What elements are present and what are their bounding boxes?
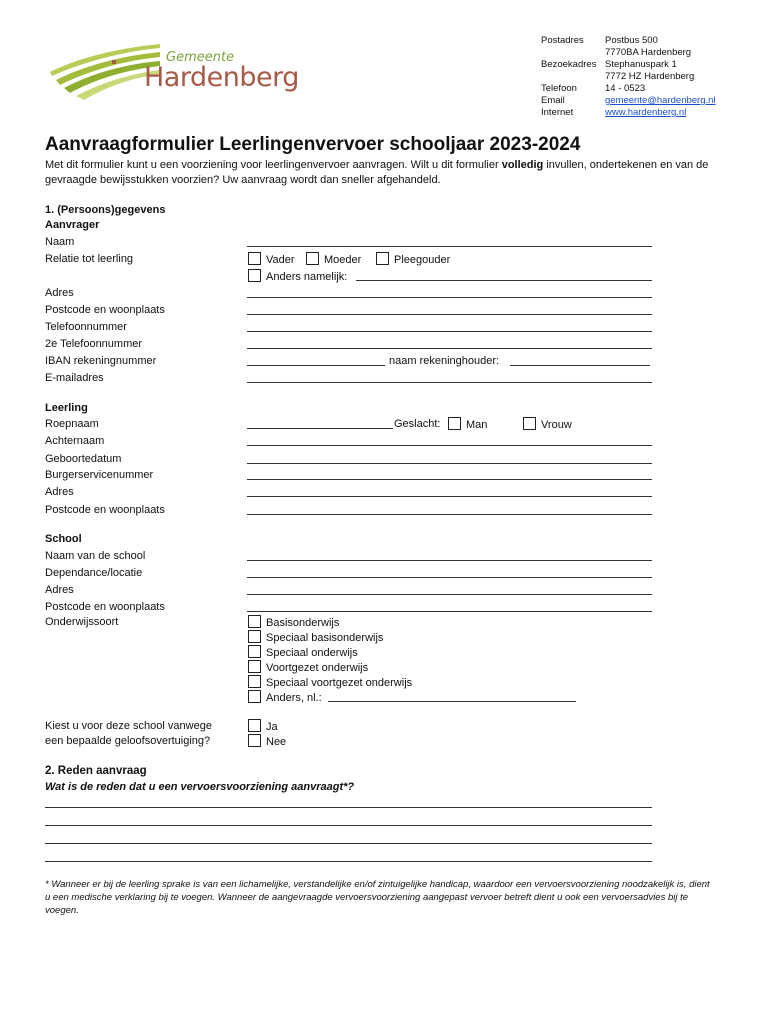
logo-main-text: Hardenberg: [144, 62, 299, 93]
contact-label-internet: Internet: [541, 107, 574, 118]
speciaal-voortgezet-onderwijs-option[interactable]: [248, 675, 412, 689]
school-adres-field[interactable]: [247, 594, 652, 595]
contact-value-telefoon: 14 - 0523: [605, 83, 646, 94]
reden-line-4[interactable]: [45, 861, 652, 862]
label-leerling-postcode: Postcode en woonplaats: [45, 504, 165, 516]
label-school-postcode: Postcode en woonplaats: [45, 601, 165, 613]
ja-checkbox[interactable]: [248, 719, 261, 732]
aanvrager-telefoon2-field[interactable]: [247, 348, 652, 349]
speciaal-onderwijs-label: Speciaal onderwijs: [266, 647, 358, 659]
speciaal-onderwijs-checkbox[interactable]: [248, 645, 261, 658]
vader-label: Vader: [266, 254, 295, 266]
reden-line-3[interactable]: [45, 843, 652, 844]
aanvrager-postcode-field[interactable]: [247, 314, 652, 315]
contact-value-street: Stephanuspark 1: [605, 59, 677, 70]
reden-line-2[interactable]: [45, 825, 652, 826]
leerling-adres-field[interactable]: [247, 496, 652, 497]
section-2-heading: 2. Reden aanvraag: [45, 765, 147, 777]
relatie-moeder-option[interactable]: [306, 252, 361, 266]
label-telefoon: Telefoonnummer: [45, 321, 127, 333]
onderwijs-anders-option[interactable]: [248, 690, 322, 704]
label-roepnaam: Roepnaam: [45, 418, 99, 430]
basisonderwijs-option[interactable]: [248, 615, 339, 629]
school-heading: School: [45, 533, 82, 545]
roepnaam-field[interactable]: [247, 428, 393, 429]
page-title: Aanvraagformulier Leerlingenvervoer schooljaar 2023-2024: [45, 134, 581, 155]
intro-part-2: invullen, ondertekenen en van de gevraagde bewijsstukken voorzien? Uw aanvraag wordt dan sneller afgehandeld.: [45, 159, 709, 186]
anders-checkbox[interactable]: [248, 269, 261, 282]
leerling-heading: Leerling: [45, 402, 88, 414]
aanvrager-telefoon-field[interactable]: [247, 331, 652, 332]
label-relatie: Relatie tot leerling: [45, 253, 134, 265]
logo-small-text: Gemeente: [166, 50, 235, 65]
intro-part-1: Met dit formulier kunt u een voorziening voor leerlingenvervoer aanvragen. Wilt u dit formulier: [45, 159, 502, 171]
speciaal-voortgezet-onderwijs-checkbox[interactable]: [248, 675, 261, 688]
contact-label-bezoekadres: Bezoekadres: [541, 59, 597, 70]
label-adres: Adres: [45, 287, 74, 299]
pleegouder-label: Pleegouder: [394, 254, 451, 266]
onderwijs-anders-checkbox[interactable]: [248, 690, 261, 703]
geboortedatum-field[interactable]: [247, 463, 652, 464]
voortgezet-onderwijs-label: Voortgezet onderwijs: [266, 662, 369, 674]
speciaal-onderwijs-option[interactable]: [248, 645, 358, 659]
vrouw-checkbox[interactable]: [523, 417, 536, 430]
label-achternaam: Achternaam: [45, 435, 105, 447]
achternaam-field[interactable]: [247, 445, 652, 446]
contact-label-telefoon: Telefoon: [541, 83, 577, 94]
onderwijs-anders-label: Anders, nl.:: [266, 692, 322, 704]
label-onderwijssoort: Onderwijssoort: [45, 616, 119, 628]
label-school-naam: Naam van de school: [45, 550, 146, 562]
label-geslacht: Geslacht:: [394, 418, 441, 430]
relatie-anders-field[interactable]: [356, 280, 652, 281]
label-postcode: Postcode en woonplaats: [45, 304, 165, 316]
aanvrager-naam-field[interactable]: [247, 246, 652, 247]
voortgezet-onderwijs-option[interactable]: [248, 660, 368, 674]
intro-bold: volledig: [501, 159, 544, 171]
geslacht-vrouw-option[interactable]: [523, 417, 572, 431]
nee-checkbox[interactable]: [248, 734, 261, 747]
onderwijs-anders-field[interactable]: [328, 701, 576, 702]
label-bsn: Burgerservicenummer: [45, 469, 154, 481]
dependance-field[interactable]: [247, 577, 652, 578]
label-leerling-adres: Adres: [45, 486, 74, 498]
label-dependance: Dependance/locatie: [45, 567, 143, 579]
contact-value-postcode: 7770BA Hardenberg: [605, 47, 692, 58]
aanvrager-email-field[interactable]: [247, 382, 652, 383]
email-link[interactable]: gemeente@hardenberg.nl: [605, 95, 716, 106]
voortgezet-onderwijs-checkbox[interactable]: [248, 660, 261, 673]
contact-label-email: Email: [541, 95, 565, 106]
label-telefoon-2: 2e Telefoonnummer: [45, 338, 143, 350]
man-checkbox[interactable]: [448, 417, 461, 430]
label-geloof-line-2: een bepaalde geloofsovertuiging?: [45, 735, 211, 747]
anders-label: Anders namelijk:: [266, 271, 348, 283]
nee-label: Nee: [266, 736, 287, 748]
label-iban: IBAN rekeningnummer: [45, 355, 157, 367]
municipality-logo: [48, 40, 298, 102]
rekeninghouder-field[interactable]: [510, 365, 650, 366]
relatie-pleegouder-option[interactable]: [376, 252, 450, 266]
speciaal-basisonderwijs-label: Speciaal basisonderwijs: [266, 632, 384, 644]
basisonderwijs-checkbox[interactable]: [248, 615, 261, 628]
man-label: Man: [466, 419, 488, 431]
aanvrager-adres-field[interactable]: [247, 297, 652, 298]
pleegouder-checkbox[interactable]: [376, 252, 389, 265]
moeder-label: Moeder: [324, 254, 362, 266]
speciaal-basisonderwijs-checkbox[interactable]: [248, 630, 261, 643]
label-geloof-line-1: Kiest u voor deze school vanwege: [45, 720, 212, 732]
school-naam-field[interactable]: [247, 560, 652, 561]
label-school-adres: Adres: [45, 584, 74, 596]
speciaal-basisonderwijs-option[interactable]: [248, 630, 383, 644]
website-link[interactable]: www.hardenberg.nl: [605, 107, 687, 118]
vrouw-label: Vrouw: [541, 419, 572, 431]
basisonderwijs-label: Basisonderwijs: [266, 617, 340, 629]
geslacht-man-option[interactable]: [448, 417, 487, 431]
contact-label-postadres: Postadres: [541, 35, 584, 46]
speciaal-voortgezet-onderwijs-label: Speciaal voortgezet onderwijs: [266, 677, 413, 689]
aanvrager-heading: Aanvrager: [45, 219, 100, 231]
footnote: * Wanneer er bij de leerling sprake is van een lichamelijke, verstandelijke en/of zintuigelijke handicap, waardoor een vervoersvoorziening noodzakelijk is, dient u een medische verklaring bij te voegen. Wanneer de aangevraagde vervoersvoorziening aangepast vervoer betreft dient u ook een vervoersadvies bij te voegen.: [45, 879, 710, 916]
contact-value-visit-postcode: 7772 HZ Hardenberg: [605, 71, 695, 82]
relatie-vader-option[interactable]: [248, 252, 295, 266]
label-email: E-mailadres: [45, 372, 104, 384]
relatie-anders-option[interactable]: [248, 269, 347, 283]
school-postcode-field[interactable]: [247, 611, 652, 612]
moeder-checkbox[interactable]: [306, 252, 319, 265]
contact-value-postbus: Postbus 500: [605, 35, 658, 46]
vader-checkbox[interactable]: [248, 252, 261, 265]
intro-text: [45, 158, 725, 188]
leerling-postcode-field[interactable]: [247, 514, 652, 515]
label-naam: Naam: [45, 236, 75, 248]
label-geboortedatum: Geboortedatum: [45, 453, 122, 465]
section-1-heading: 1. (Persoons)gegevens: [45, 204, 166, 216]
ja-label: Ja: [266, 721, 278, 733]
geloof-ja-option[interactable]: [248, 719, 278, 733]
label-rekeninghouder: naam rekeninghouder:: [389, 355, 500, 367]
reden-question: Wat is de reden dat u een vervoersvoorziening aanvraagt*?: [45, 781, 355, 793]
reden-line-1[interactable]: [45, 807, 652, 808]
geloof-nee-option[interactable]: [248, 734, 286, 748]
bsn-field[interactable]: [247, 479, 652, 480]
iban-field[interactable]: [247, 365, 385, 366]
